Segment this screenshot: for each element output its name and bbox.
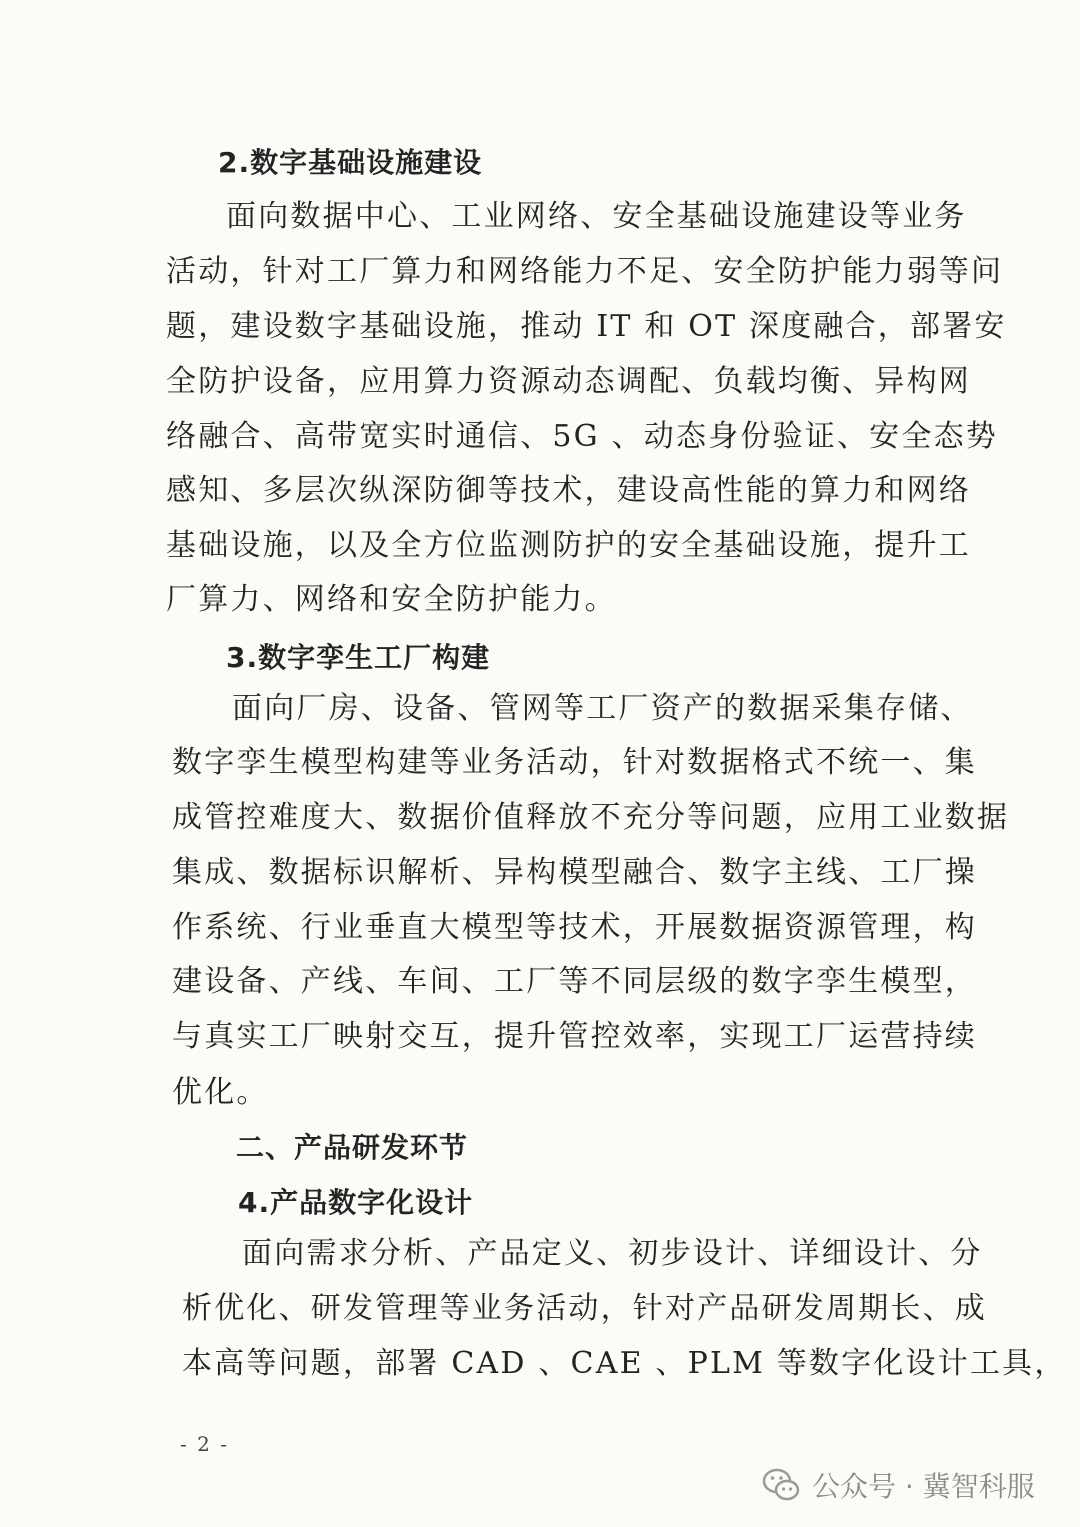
heading-product-digital-design: 4.产品数字化设计 (238, 1186, 474, 1219)
paragraph-line: 析优化、研发管理等业务活动，针对产品研发周期长、成 (182, 1291, 987, 1326)
paragraph-line: 面向数据中心、工业网络、安全基础设施建设等业务 (226, 199, 967, 234)
paragraph-line: 题，建设数字基础设施，推动 IT 和 OT 深度融合，部署安 (166, 309, 1007, 344)
wechat-icon (760, 1464, 802, 1506)
heading-digital-twin-factory: 3.数字孪生工厂构建 (226, 641, 491, 674)
watermark (760, 1460, 1035, 1510)
paragraph-line: 厂算力、网络和安全防护能力。 (166, 582, 617, 617)
paragraph-line: 全防护设备，应用算力资源动态调配、负载均衡、异构网 (166, 364, 971, 399)
paragraph-line: 数字孪生模型构建等业务活动，针对数据格式不统一、集 (172, 745, 977, 780)
paragraph-line: 感知、多层次纵深防御等技术，建设高性能的算力和网络 (166, 473, 971, 508)
paragraph-line: 集成、数据标识解析、异构模型融合、数字主线、工厂操 (172, 855, 977, 890)
page-number: - 2 - (180, 1432, 229, 1456)
paragraph-line: 面向需求分析、产品定义、初步设计、详细设计、分 (242, 1236, 983, 1271)
paragraph-line: 建设备、产线、车间、工厂等不同层级的数字孪生模型， (172, 964, 977, 999)
paragraph-line: 成管控难度大、数据价值释放不充分等问题，应用工业数据 (172, 800, 1010, 835)
paragraph-line: 络融合、高带宽实时通信、5G 、动态身份验证、安全态势 (166, 419, 998, 454)
paragraph-line: 与真实工厂映射交互，提升管控效率，实现工厂运营持续 (172, 1019, 977, 1054)
paragraph-line: 基础设施，以及全方位监测防护的安全基础设施，提升工 (166, 528, 971, 563)
heading-product-rd: 二、产品研发环节 (236, 1131, 469, 1164)
heading-digital-infrastructure: 2.数字基础设施建设 (218, 146, 483, 179)
paragraph-line: 面向厂房、设备、管网等工厂资产的数据采集存储、 (232, 691, 973, 726)
watermark-text: 公众号 · 冀智科服 (812, 1470, 1035, 1503)
paragraph-line: 活动，针对工厂算力和网络能力不足、安全防护能力弱等问 (166, 254, 1004, 289)
paragraph-line: 本高等问题，部署 CAD 、CAE 、PLM 等数字化设计工具， (182, 1346, 1067, 1381)
paragraph-line: 优化。 (172, 1075, 269, 1110)
paragraph-line: 作系统、行业垂直大模型等技术，开展数据资源管理，构 (172, 910, 977, 945)
